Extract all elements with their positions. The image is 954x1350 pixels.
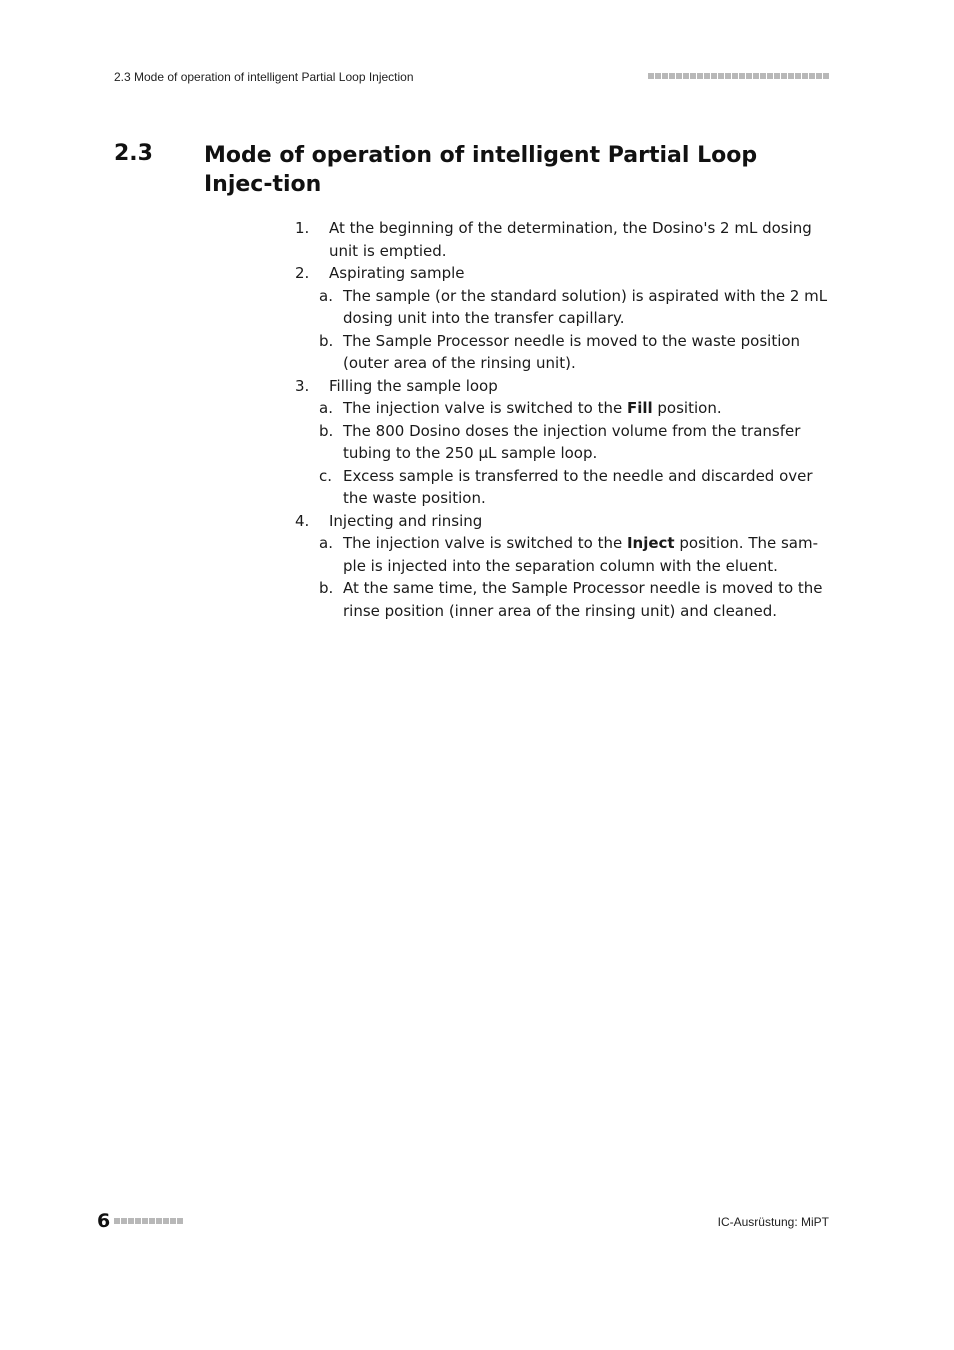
decoration-square bbox=[774, 73, 780, 79]
substep-list bbox=[319, 397, 835, 510]
substep bbox=[319, 330, 835, 375]
step-number: 2. bbox=[295, 264, 310, 282]
step-text: Aspirating sample bbox=[329, 264, 465, 282]
decoration-square bbox=[135, 1218, 141, 1224]
substep bbox=[319, 577, 835, 622]
step-number: 4. bbox=[295, 511, 310, 530]
decoration-square bbox=[704, 73, 710, 79]
step-number: 1. bbox=[295, 219, 310, 237]
substep-letter: b. bbox=[319, 421, 334, 440]
substep-letter: a. bbox=[319, 534, 333, 552]
decoration-square bbox=[114, 1218, 120, 1224]
decoration-square bbox=[683, 73, 689, 79]
footer-page-number: 6 bbox=[97, 1210, 111, 1232]
decoration-square bbox=[121, 1218, 127, 1224]
substep-list bbox=[319, 285, 835, 375]
decoration-square bbox=[802, 73, 808, 79]
substep-text: At the same time, the Sample Processor needle is moved to the rinse position (inner area of the rinsing unit) and cleaned. bbox=[343, 579, 823, 620]
step-text: At the beginning of the determination, the Dosino's 2 mL dosing unit is emptied. bbox=[329, 219, 812, 260]
decoration-square bbox=[746, 73, 752, 79]
section-number: 2.3 bbox=[114, 141, 153, 166]
substep-text: The sample (or the standard solution) is aspirated with the 2 mL dosing unit into the transfer capillary. bbox=[343, 286, 828, 327]
decoration-square bbox=[142, 1218, 148, 1224]
substep-text: The 800 Dosino doses the injection volume from the transfer tubing to the 250 µL sample loop. bbox=[343, 421, 801, 462]
substep-list bbox=[319, 532, 835, 622]
decoration-square bbox=[739, 73, 745, 79]
decoration-square bbox=[690, 73, 696, 79]
step bbox=[295, 510, 835, 533]
decoration-square bbox=[156, 1218, 162, 1224]
substep-letter: b. bbox=[319, 579, 334, 597]
procedure-list bbox=[295, 217, 835, 622]
substep-text-after: position. The sam-ple is injected into the separation column with the eluent. bbox=[343, 534, 819, 575]
substep-letter: c. bbox=[319, 466, 333, 485]
step-text: Filling the sample loop bbox=[329, 376, 498, 395]
substep-text: Excess sample is transferred to the needle and discarded over the waste position. bbox=[343, 466, 813, 507]
decoration-square bbox=[760, 73, 766, 79]
decoration-square bbox=[177, 1218, 183, 1224]
substep bbox=[319, 285, 835, 330]
decoration-square bbox=[718, 73, 724, 79]
section-title: Mode of operation of intelligent Partial Loop Injec-tion bbox=[204, 143, 758, 197]
decoration-square bbox=[767, 73, 773, 79]
step bbox=[295, 217, 835, 262]
decoration-square bbox=[655, 73, 661, 79]
substep-text-before: The injection valve is switched to the bbox=[343, 399, 627, 417]
decoration-square bbox=[732, 73, 738, 79]
inject-keyword: Inject bbox=[626, 534, 675, 552]
decoration-square bbox=[676, 73, 682, 79]
substep-text-after: position. bbox=[652, 399, 722, 417]
header-decoration-squares bbox=[648, 73, 829, 79]
running-header: 2.3 Mode of operation of intelligent Partial Loop Injection bbox=[114, 70, 414, 84]
decoration-square bbox=[697, 73, 703, 79]
decoration-square bbox=[163, 1218, 169, 1224]
substep bbox=[319, 420, 835, 465]
decoration-square bbox=[711, 73, 717, 79]
decoration-square bbox=[170, 1218, 176, 1224]
substep bbox=[319, 532, 835, 577]
step bbox=[295, 262, 835, 285]
decoration-square bbox=[662, 73, 668, 79]
step bbox=[295, 375, 835, 398]
decoration-square bbox=[816, 73, 822, 79]
step-text: Injecting and rinsing bbox=[329, 511, 483, 530]
substep-letter: a. bbox=[319, 399, 333, 417]
decoration-square bbox=[753, 73, 759, 79]
fill-keyword: Fill bbox=[626, 399, 653, 417]
decoration-square bbox=[725, 73, 731, 79]
decoration-square bbox=[788, 73, 794, 79]
decoration-square bbox=[128, 1218, 134, 1224]
decoration-square bbox=[823, 73, 829, 79]
substep-text-before: The injection valve is switched to the bbox=[343, 534, 627, 552]
substep bbox=[319, 465, 835, 510]
substep bbox=[319, 397, 835, 420]
step-number: 3. bbox=[295, 376, 310, 395]
substep-letter: b. bbox=[319, 331, 334, 350]
decoration-square bbox=[809, 73, 815, 79]
substep-letter: a. bbox=[319, 286, 333, 305]
decoration-square bbox=[781, 73, 787, 79]
substep-text: The Sample Processor needle is moved to the waste position (outer area of the rinsing unit). bbox=[343, 331, 801, 372]
footer-document-title: IC-Ausrüstung: MiPT bbox=[717, 1215, 829, 1229]
footer-decoration-squares bbox=[114, 1218, 183, 1224]
decoration-square bbox=[648, 73, 654, 79]
decoration-square bbox=[669, 73, 675, 79]
decoration-square bbox=[149, 1218, 155, 1224]
decoration-square bbox=[795, 73, 801, 79]
